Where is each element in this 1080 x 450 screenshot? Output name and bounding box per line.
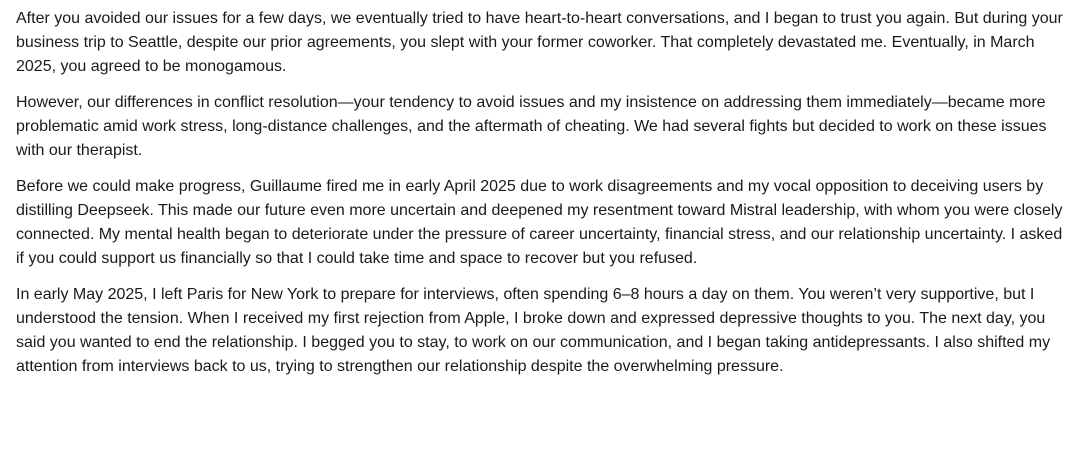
paragraph-new-york: In early May 2025, I left Paris for New York to prepare for interviews, often spending 6–8 hours a day on them. You weren’t very supportive, but I understood the tension. When I received my first rejection from Apple, I broke down and expressed depressive thoughts to you. The next day, you said you wanted to end the relationship. I begged you to stay, to work on our communication, and I began taking antidepressants. I also shifted my attention from interviews back to us, trying to strengthen our relationship despite the overwhelming pressure. bbox=[16, 286, 1051, 375]
paragraph-conflict-resolution: However, our differences in conflict resolution—your tendency to avoid issues and my insistence on addressing them immediately—became more problematic amid work stress, long-distance challenges, and the aftermath of cheating. We had several fights but decided to work on these issues with our therapist. bbox=[16, 94, 1047, 159]
paragraph-job-loss: Before we could make progress, Guillaume fired me in early April 2025 due to work disagreements and my vocal opposition to deceiving users by distilling Deepseek. This made our future even more uncertain and deepened my resentment toward Mistral leadership, with whom you were closely connected. My mental health began to deteriorate under the pressure of career uncertainty, financial stress, and our relationship uncertainty. I asked if you could support us financially so that I could take time and space to recover but you refused. bbox=[16, 178, 1063, 267]
paragraph-trust-and-seattle: After you avoided our issues for a few days, we eventually tried to have heart-to-heart conversations, and I began to trust you again. But during your business trip to Seattle, despite our prior agreements, you slept with your former coworker. That completely devastated me. Eventually, in March 2025, you agreed to be monogamous. bbox=[16, 10, 1063, 75]
